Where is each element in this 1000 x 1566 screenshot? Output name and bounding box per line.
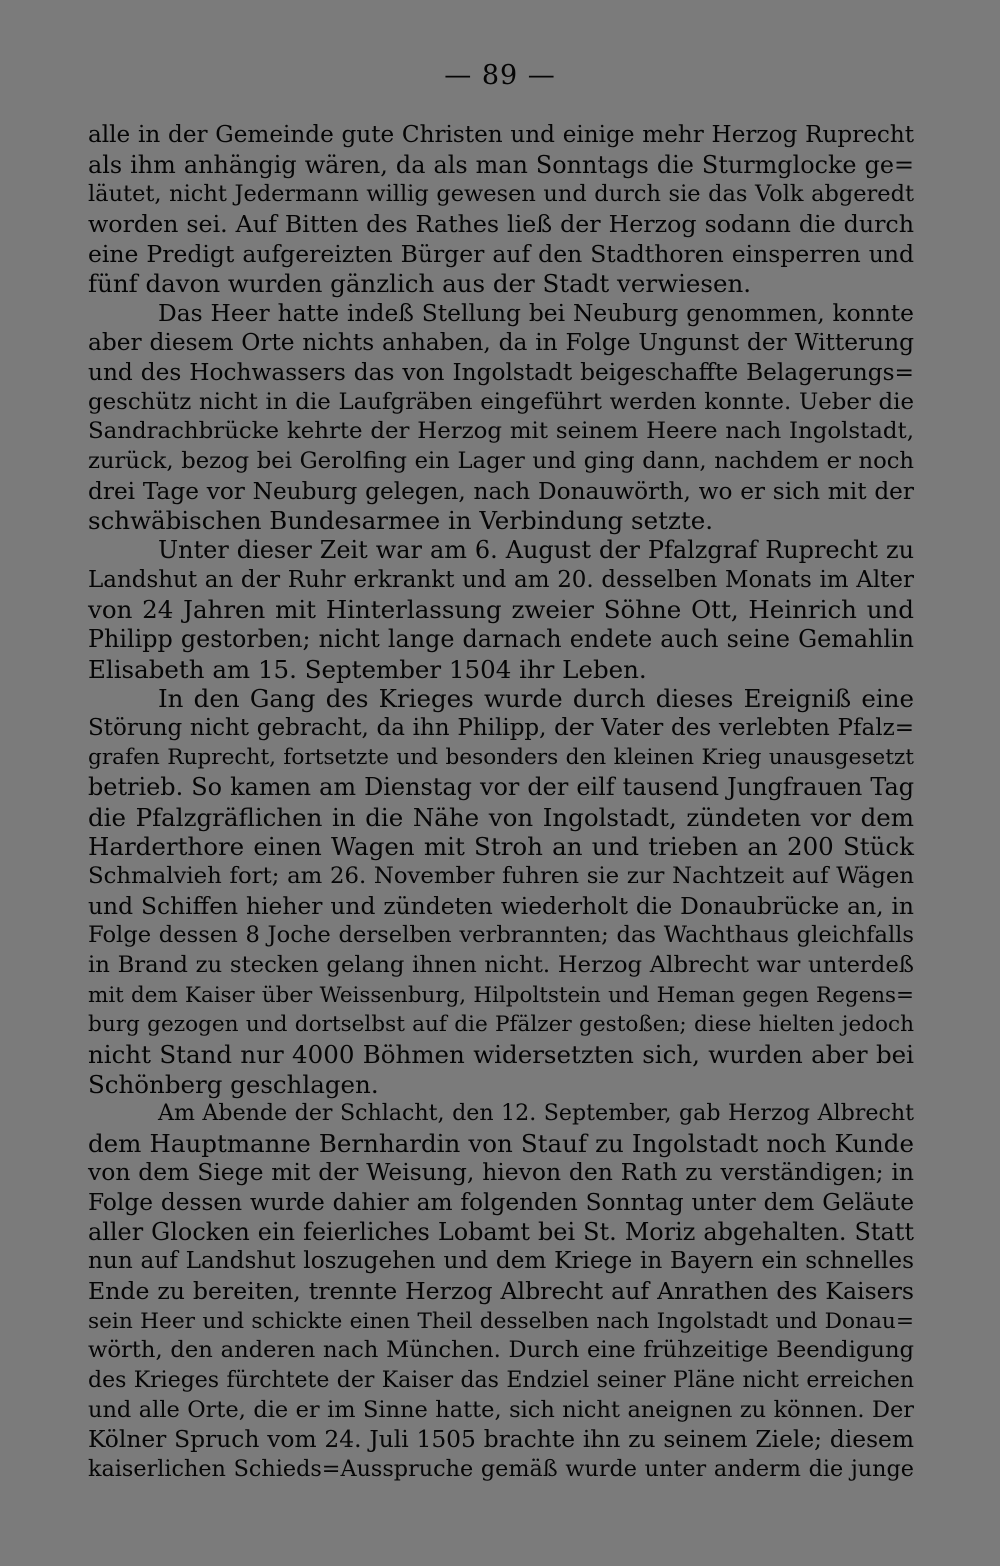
text-line: fünf davon wurden gänzlich aus der Stadt verwiesen. [88, 269, 752, 299]
text-line: sein Heer und schickte einen Theil desselben nach Ingolstadt und Donau= [88, 1308, 914, 1334]
text-line: nicht Stand nur 4000 Böhmen widersetzten sich, wurden aber bei [88, 1039, 914, 1069]
text-line: Folge dessen wurde dahier am folgenden Sonntag unter dem Geläute [88, 1189, 914, 1217]
text-line: aller Glocken ein feierliches Lobamt bei St. Moriz abgehalten. Statt [88, 1217, 914, 1246]
text-line: Landshut an der Ruhr erkrankt und am 20. desselben Monats im Alter [88, 566, 914, 593]
text-line: eine Predigt aufgereizten Bürger auf den Stadthoren einsperren und [88, 239, 914, 268]
text-line: als ihm anhängig wären, da als man Sonntags die Sturmglocke ge= [88, 150, 914, 179]
text-line: Folge dessen 8 Joche derselben verbrannten; das Wachthaus gleichfalls [88, 922, 914, 949]
text-line: Kölner Spruch vom 24. Juli 1505 brachte ihn zu seinem Ziele; diesem [88, 1425, 914, 1454]
text-line: und alle Orte, die er im Sinne hatte, sich nicht aneignen zu können. Der [88, 1396, 914, 1423]
text-line: und Schiffen hieher und zündeten wiederholt die Donaubrücke an, in [88, 891, 914, 920]
text-line: in Brand zu stecken gelang ihnen nicht. Herzog Albrecht war unterdeß [88, 951, 914, 978]
text-line: betrieb. So kamen am Dienstag vor der eilf tausend Jungfrauen Tag [88, 773, 914, 802]
text-line: kaiserlichen Schieds=Ausspruche gemäß wurde unter anderm die junge [88, 1455, 914, 1482]
text-line: Unter dieser Zeit war am 6. August der Pfalzgraf Ruprecht zu [158, 535, 914, 564]
text-line: die Pfalzgräflichen in die Nähe von Ingolstadt, zündeten vor dem [88, 802, 914, 832]
text-line: In den Gang des Krieges wurde durch dieses Ereigniß eine [158, 684, 914, 714]
page-number: — 89 — [444, 60, 556, 91]
text-line: wörth, den anderen nach München. Durch eine frühzeitige Beendigung [88, 1337, 914, 1364]
text-line: alle in der Gemeinde gute Christen und einige mehr Herzog Ruprecht [88, 122, 914, 148]
text-line: läutet, nicht Jedermann willig gewesen und durch sie das Volk abgeredt [88, 181, 914, 208]
text-line: Sandrachbrücke kehrte der Herzog mit seinem Heere nach Ingolstadt, [88, 418, 914, 445]
body-text [88, 121, 914, 1484]
text-line: mit dem Kaiser über Weissenburg, Hilpoltstein und Heman gegen Regens= [88, 982, 914, 1008]
text-line: Schönberg geschlagen. [88, 1069, 379, 1099]
text-line: Störung nicht gebracht, da ihn Philipp, der Vater des verlebten Pfalz= [88, 714, 914, 741]
text-line: Philipp gestorben; nicht lange darnach endete auch seine Gemahlin [88, 624, 914, 653]
text-line: Harderthore einen Wagen mit Stroh an und trieben an 200 Stück [88, 832, 914, 862]
text-line: und des Hochwassers das von Ingolstadt beigeschaffte Belagerungs= [88, 359, 914, 387]
text-line: schwäbischen Bundesarmee in Verbindung setzte. [88, 506, 713, 536]
text-line: dem Hauptmanne Bernhardin von Stauf zu Ingolstadt noch Kunde [88, 1128, 914, 1158]
text-line: Schmalvieh fort; am 26. November fuhren sie zur Nachtzeit auf Wägen [88, 863, 914, 890]
text-line: Am Abende der Schlacht, den 12. September, gab Herzog Albrecht [158, 1100, 914, 1127]
text-line: Das Heer hatte indeß Stellung bei Neuburg genommen, konnte [158, 298, 914, 327]
text-line: des Krieges fürchtete der Kaiser das Endziel seiner Pläne nicht erreichen [88, 1367, 914, 1393]
text-line: drei Tage vor Neuburg gelegen, nach Donauwörth, wo er sich mit der [88, 477, 914, 505]
text-line: grafen Ruprecht, fortsetzte und besonders den kleinen Krieg unausgesetzt [88, 745, 914, 771]
text-line: Ende zu bereiten, trennte Herzog Albrecht auf Anrathen des Kaisers [88, 1276, 914, 1305]
text-line: worden sei. Auf Bitten des Rathes ließ der Herzog sodann die durch [88, 209, 914, 238]
text-line: aber diesem Orte nichts anhaben, da in Folge Ungunst der Witterung [88, 329, 914, 357]
text-line: von 24 Jahren mit Hinterlassung zweier Söhne Ott, Heinrich und [88, 595, 914, 625]
text-line: zurück, bezog bei Gerolfing ein Lager und ging dann, nachdem er noch [88, 448, 914, 475]
text-line: burg gezogen und dortselbst auf die Pfälzer gestoßen; diese hielten jedoch [88, 1012, 914, 1038]
text-line: von dem Siege mit der Weisung, hievon den Rath zu verständigen; in [88, 1158, 914, 1187]
text-line: geschütz nicht in die Laufgräben eingeführt werden konnte. Ueber die [88, 388, 914, 415]
text-line: nun auf Landshut loszugehen und dem Kriege in Bayern ein schnelles [88, 1248, 914, 1275]
text-line: Elisabeth am 15. September 1504 ihr Leben. [88, 654, 647, 684]
